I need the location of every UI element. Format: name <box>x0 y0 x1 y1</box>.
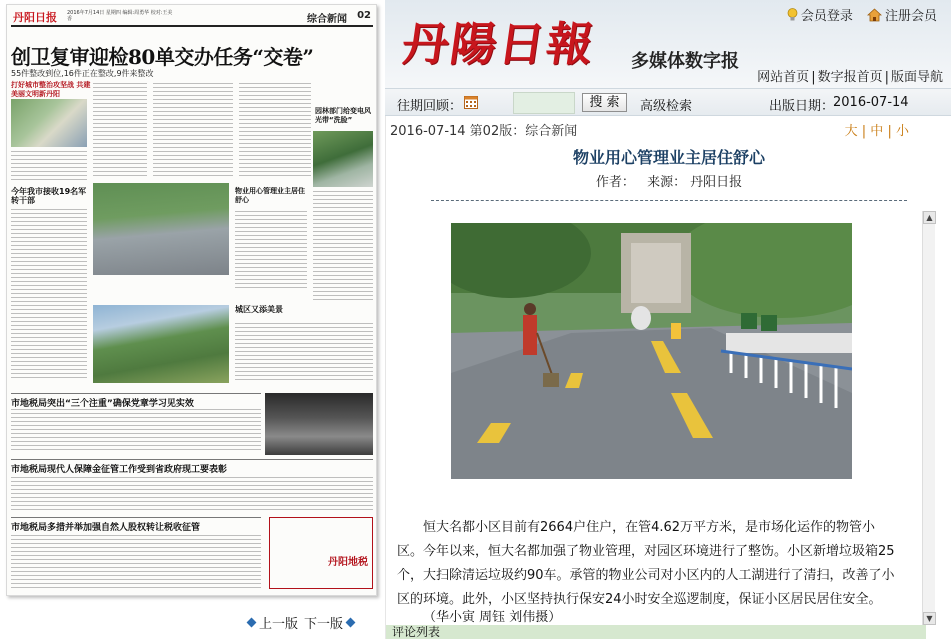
np-story-2-title[interactable]: 今年我市接收19名军转干部 <box>11 187 87 205</box>
street-cleaning-photo <box>451 223 852 479</box>
np-photo-5 <box>93 305 229 383</box>
site-subtitle: 多媒体数字报 <box>631 51 739 72</box>
source-value: 丹阳日报 <box>690 175 743 190</box>
np-text-block <box>11 209 87 381</box>
np-story-5-title[interactable]: 城区又添美景 <box>235 305 283 314</box>
np-text-block <box>11 535 261 591</box>
article-title: 物业用心管理业主居住舒心 <box>572 148 765 167</box>
article-body: 恒大名都小区目前有2664户住户，在管4.62万平方米，是市场化运作的物管小区。今年以来，恒大名都加强了物业管理，对园区环境进行了整饬。小区新增垃圾箱25个，大扫除清运垃圾约90车。承管的物业公司对小区内的人工湖进行了清扫，改善了小区的环境。此外，小区坚持执行保安24小时安全巡逻制度，保证小区居民居住安全。 <box>397 520 895 607</box>
np-text-block <box>235 323 373 383</box>
title-divider <box>431 200 907 201</box>
nav-separator: | <box>884 70 889 85</box>
archive-label: 往期回顾： <box>397 99 463 114</box>
login-link[interactable] <box>787 5 853 24</box>
article-meta <box>390 120 577 139</box>
archive-date-input[interactable] <box>513 92 575 114</box>
lightbulb-icon <box>787 8 798 22</box>
logo-text: 丹陽日報 <box>398 17 599 71</box>
np-headline[interactable]: 创卫复审迎检80单交办任务“交卷” <box>11 45 314 69</box>
np-text-block <box>93 83 147 179</box>
np-photo-4 <box>313 131 373 187</box>
np-date-line: 2016年7月14日 星期四 编辑:周勇华 校对:王美香 <box>67 10 173 22</box>
pub-date-value: 2016-07-14 <box>833 95 909 110</box>
article-date-page: 2016-07-14 第02版： <box>390 124 526 139</box>
home-icon <box>867 8 882 22</box>
article-byline <box>386 171 951 190</box>
np-box-2-title[interactable]: 市地税局现代人保障金征管工作受到省政府现工要表彰 <box>11 459 373 475</box>
scroll-up-arrow-icon[interactable]: ▲ <box>923 211 936 224</box>
site-header <box>385 0 951 88</box>
np-text-block <box>11 409 261 453</box>
np-story-1-title[interactable]: 打好城市整治攻坚战 共建美丽文明新丹阳 <box>11 81 91 98</box>
scroll-down-arrow-icon[interactable]: ▼ <box>923 612 936 625</box>
member-links <box>777 5 937 26</box>
comments-list-header[interactable]: 评论列表 <box>386 625 926 639</box>
search-toolbar <box>385 88 951 116</box>
diamond-left-icon <box>247 618 257 628</box>
newspaper-page-image[interactable] <box>6 4 377 596</box>
font-size-medium[interactable]: 中 <box>870 124 884 139</box>
top-nav <box>757 66 943 85</box>
np-ad-text: 丹阳地税 <box>328 557 368 568</box>
prev-page-button[interactable] <box>248 613 298 632</box>
register-label: 注册会员 <box>884 9 937 24</box>
np-page-number: 02 <box>357 10 371 21</box>
size-separator: | <box>861 124 867 139</box>
article-photo[interactable] <box>451 223 852 479</box>
pub-date-label: 出版日期： <box>769 99 835 114</box>
article-scrollbar[interactable] <box>922 211 935 625</box>
np-logo: 丹阳日报 <box>13 11 57 24</box>
np-subhead: 55件整改到位,16件正在整改,9件来整改 <box>11 69 154 78</box>
nav-page-guide[interactable]: 版面导航 <box>890 70 943 85</box>
calendar-icon[interactable] <box>464 95 478 109</box>
article-reporters: （华小寅 周钰 刘伟摄） <box>423 610 562 625</box>
np-photo-6 <box>265 393 373 455</box>
author-label: 作者： <box>595 175 635 190</box>
np-text-block <box>153 83 233 179</box>
nav-digital-home[interactable]: 数字报首页 <box>817 70 883 85</box>
font-size-links <box>845 120 909 139</box>
np-text-block <box>11 151 87 181</box>
font-size-large[interactable]: 大 <box>844 124 858 139</box>
np-text-block <box>11 477 373 513</box>
np-photo-1 <box>11 99 87 147</box>
login-label: 会员登录 <box>800 9 853 24</box>
np-section: 综合新闻 <box>307 14 347 25</box>
np-story-3-title[interactable]: 物业用心管理业主居住舒心 <box>235 187 305 204</box>
advanced-search-link[interactable]: 高级检索 <box>640 99 693 114</box>
search-button[interactable]: 搜 索 <box>582 93 627 112</box>
size-separator: | <box>887 124 892 139</box>
np-photo-3[interactable] <box>93 183 229 275</box>
np-masthead <box>11 7 373 27</box>
font-size-small[interactable]: 小 <box>895 124 909 139</box>
site-logo[interactable] <box>398 8 599 74</box>
nav-site-home[interactable]: 网站首页 <box>757 70 810 85</box>
register-link[interactable] <box>867 5 937 24</box>
np-text-block <box>235 211 307 291</box>
prev-page-label: 上一版 <box>259 617 299 632</box>
next-page-label: 下一版 <box>304 617 344 632</box>
newspaper-panel <box>0 0 385 639</box>
np-text-block <box>239 83 311 179</box>
next-page-button[interactable] <box>304 613 354 632</box>
diamond-right-icon <box>346 618 356 628</box>
np-text-block <box>313 191 373 301</box>
np-story-4-title[interactable]: 园林部门给变电风光带“洗脸” <box>315 107 371 124</box>
nav-separator: | <box>811 70 816 85</box>
np-box-3-title[interactable]: 市地税局多措并举加强自然人股权转让税收征管 <box>11 517 261 533</box>
article-section: 综合新闻 <box>525 124 578 139</box>
article-panel <box>385 116 951 639</box>
np-box-1-title[interactable]: 市地税局突出“三个注重”确保党章学习见实效 <box>11 393 261 409</box>
source-label: 来源： <box>647 175 687 190</box>
